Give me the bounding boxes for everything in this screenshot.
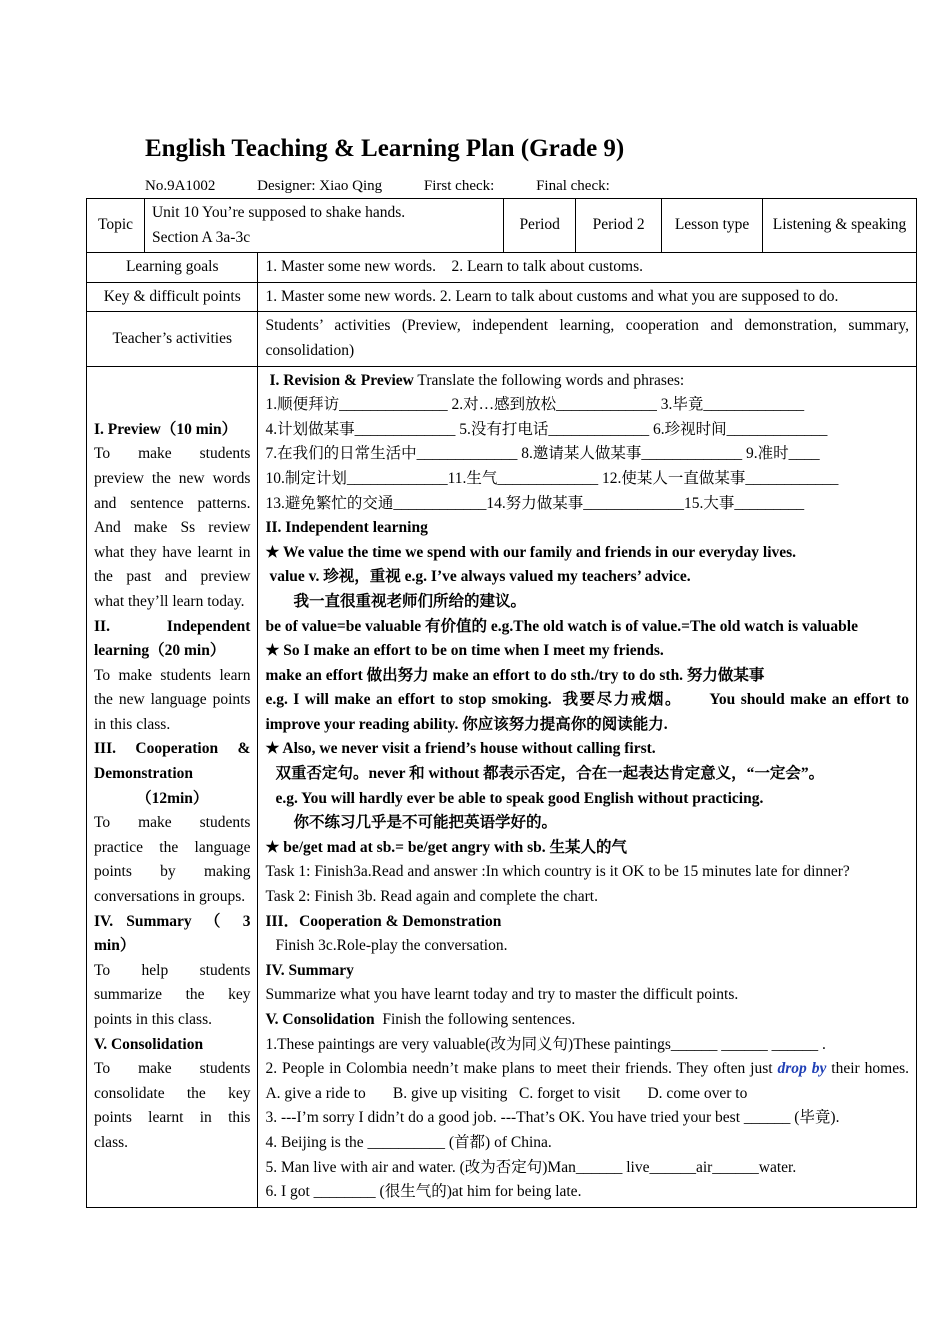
exercise-question: 4. Beijing is the __________ (首都) of China. — [265, 1133, 552, 1151]
teacher-section-4-title: IV. Summary （ 3 min） — [94, 912, 251, 955]
student-section-1-title: I. Revision & Preview — [269, 371, 414, 389]
teacher-section-2-title: II. Independent learning（20 min） — [94, 617, 251, 660]
teacher-section-1-text: To make students preview the new words and sentence patterns. And make Ss review what they have learnt in the past and preview what they’ll learn today. — [94, 445, 251, 610]
topic-line-1: Unit 10 You’re supposed to shake hands. — [151, 204, 406, 221]
period-label: Period — [504, 199, 576, 253]
teacher-section-4-text: To help students summarize the key points in this class. — [94, 961, 251, 1028]
learning-goals-label: Learning goals — [87, 253, 258, 283]
language-point: e.g. I will make an effort to stop smoking. 我要尽力戒烟。 You should make an effort to improve your reading ability. 你应该努力提高你的阅读能力. — [265, 691, 913, 733]
teacher-section-3-time: （12min） — [136, 789, 209, 807]
teacher-activities — [87, 366, 258, 1207]
activities-header-row — [87, 312, 917, 366]
teacher-section-5-text: To make students consolidate the key points learnt in this class. — [94, 1060, 251, 1151]
student-section-1-instruction: Translate the following words and phrases: — [413, 371, 685, 389]
task-1: Task 1: Finish3a.Read and answer :In which country is it OK to be 15 minutes late for dinner? — [265, 863, 850, 881]
first-check: First check: — [423, 178, 495, 194]
teacher-section-2-text: To make students learn the new language points in this class. — [94, 666, 251, 733]
student-section-2-title: II. Independent learning — [265, 519, 428, 537]
topic-row — [87, 199, 917, 253]
student-section-4-text: Summarize what you have learnt today and try to master the difficult points. — [265, 986, 739, 1004]
language-point: ★ So I make an effort to be on time when I meet my friends. — [265, 642, 664, 660]
key-points-row — [87, 282, 917, 312]
student-section-5-instruction: Finish the following sentences. — [374, 1011, 576, 1028]
meta-line — [145, 176, 648, 196]
vocab-line: 7.在我们的日常生活中_____________ 8.邀请某人做某事_____________ 9.准时____ — [265, 445, 820, 463]
topic-label: Topic — [87, 199, 145, 253]
teacher-section-1-title: I. Preview（10 min） — [94, 420, 238, 438]
teacher-section-3-text: To make students practice the language points by making conversations in groups. — [94, 814, 251, 906]
exercise-question: 3. ---I’m sorry I didn’t do a good job. ---That’s OK. You have tried your best ______ (毕竟). — [265, 1109, 840, 1127]
language-point: ★ We value the time we spend with our family and friends in our everyday lives. — [265, 543, 797, 561]
question-2-part-a: 2. People in Colombia needn’t make plans to meet their friends. They often just — [265, 1060, 778, 1078]
designer: Designer: Xiao Qing — [257, 178, 383, 194]
question-2-emphasis: drop by — [777, 1060, 827, 1078]
plan-table — [86, 198, 925, 1208]
language-point: ★ Also, we never visit a friend’s house without calling first. — [265, 740, 656, 758]
student-section-5-heading — [265, 1008, 909, 1033]
topic-value — [144, 199, 503, 253]
language-point: 我一直很重视老师们所给的建议。 — [293, 592, 526, 610]
student-section-5-title: V. Consolidation — [265, 1011, 375, 1028]
lesson-type-value: Listening & speaking — [763, 199, 917, 253]
activities-body-row — [87, 366, 917, 1207]
period-value: Period 2 — [576, 199, 662, 253]
learning-goals-row — [87, 253, 917, 283]
language-point: be of value=be valuable 有价值的 e.g.The old watch is of value.=The old watch is valuable — [265, 617, 858, 635]
language-point: ★ be/get mad at sb.= be/get angry with sb. 生某人的气 — [265, 838, 628, 856]
student-section-3-text: Finish 3c.Role-play the conversation. — [275, 937, 508, 955]
topic-line-2: Section A 3a-3c — [151, 228, 251, 246]
final-check: Final check: — [536, 178, 610, 194]
language-point: e.g. You will hardly ever be able to speak good English without practicing. — [275, 789, 764, 807]
plan-number: No.9A1002 — [145, 178, 216, 194]
vocab-line: 13.避免繁忙的交通____________14.努力做某事_____________15.大事_________ — [265, 494, 805, 512]
vocab-line: 1.顺便拜访______________ 2.对…感到放松_____________ 3.毕竟_____________ — [265, 396, 805, 414]
question-2-part-b: their homes. A. give a ride to B. give up visiting C. forget to visit D. come over to — [265, 1060, 925, 1102]
key-points-label: Key & difficult points — [87, 282, 258, 312]
language-point: value v. 珍视，重视 e.g. I’ve always valued my teachers’ advice. — [269, 568, 691, 586]
language-point: make an effort 做出努力 make an effort to do sth./try to do sth. 努力做某事 — [265, 666, 765, 684]
teacher-activities-header: Teacher’s activities — [87, 312, 258, 366]
learning-goals-value: 1. Master some new words. 2. Learn to talk about customs. — [258, 253, 917, 283]
student-section-4-title: IV. Summary — [265, 961, 354, 979]
vocab-line: 4.计划做某事_____________ 5.没有打电话_____________ 6.珍视时间_____________ — [265, 420, 828, 438]
student-activities — [258, 366, 925, 1207]
vocab-line: 10.制定计划_____________11.生气_____________ 12.使某人一直做某事____________ — [265, 469, 839, 487]
task-2: Task 2: Finish 3b. Read again and complete the chart. — [265, 888, 598, 906]
page-title: English Teaching & Learning Plan (Grade 9) — [145, 135, 625, 162]
exercise-question-2 — [265, 1057, 925, 1106]
teacher-section-5-title: V. Consolidation — [94, 1035, 204, 1053]
exercise-question: 1.These paintings are very valuable(改为同义句)These paintings______ ______ ______ . — [265, 1035, 826, 1053]
exercise-question: 6. I got ________ (很生气的)at him for being late. — [265, 1183, 582, 1201]
teacher-section-3-title: III. Cooperation & Demonstration — [94, 740, 251, 783]
students-activities-header: Students’ activities (Preview, independent learning, cooperation and demonstration, summary, consolidation) — [258, 312, 917, 366]
language-point: 双重否定句。never 和 without 都表示否定，合在一起表达肯定意义，“一定会”。 — [275, 765, 825, 783]
lesson-type-label: Lesson type — [662, 199, 763, 253]
student-section-3-title: III．Cooperation & Demonstration — [265, 912, 502, 930]
student-section-1-heading — [265, 369, 909, 394]
exercise-question: 5. Man live with air and water. (改为否定句)Man______ live______air______water. — [265, 1158, 797, 1176]
language-point: 你不练习几乎是不可能把英语学好的。 — [293, 814, 557, 832]
key-points-value: 1. Master some new words. 2. Learn to talk about customs and what you are supposed to do. — [258, 282, 917, 312]
